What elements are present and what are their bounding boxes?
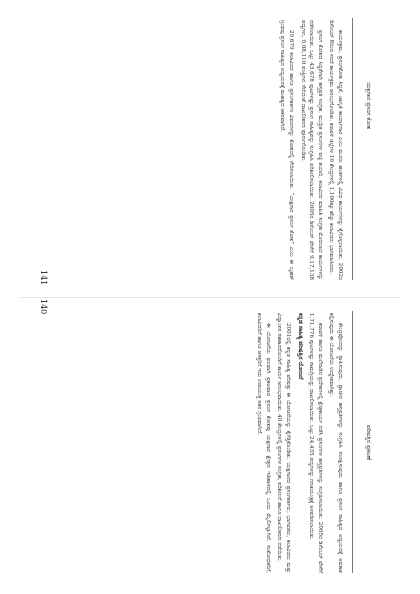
- header-rule: [352, 311, 353, 573]
- page-number: 140: [39, 299, 48, 315]
- page-number: 141: [39, 270, 48, 286]
- paragraph: ಕೇಂದ್ರವೊಂದನ್ನು ಸ್ಥಾಪಿಸುವುದು, ಪ್ರಾಚೀನ ಹಸ್ತಪ್ರತಿಗಳನ್ನು ಸಂಗ್ರಹಿಸಿ ಸಂರಕ್ಷಿಸುವುದು ಹಾಗೂ ಪ್ರಸಂಗ ಸಾಹಿತ್ಯದ ಅಧ್ಯಯನಕ್ಕೆ ಅವಕಾಶ ಕಲ್ಪಿಸುವುದು ಈ ಯೋಜನೆಯ ಉದ್ದೇಶವಾಗಿತ್ತು.: [328, 313, 343, 573]
- page-141-body: [275, 20, 344, 280]
- running-header: ಪರಿಷತ್ತಿನ ಪ್ರಕಟಣೆ: [365, 425, 372, 461]
- paragraph: ಕರಾವಳಿ ಹಾಗೂ ಮಲೆನಾಡಿನ ಪ್ರದೇಶಗಳಲ್ಲಿ ಕ್ಷೇತ್ರಕಾರ್ಯ ನಡೆಸಿ ಪ್ರಸಂಗಗಳ ಹಸ್ತಪ್ರತಿಗಳನ್ನು ಸಂಗ್ರಹಿಸಲಾಯಿತು. 2005ರ ಡಿಸೆಂಬರ್ ವೇಳೆಗೆ 1,71,776 ಪುಟಗಳಷ್ಟು ಸಾಮಗ್ರಿಯನ್ನು ದಾಖಲಿಸಲಾಯಿತು. ಒಟ್ಟು 24,435 ಪದ್ಯಗಳನ್ನು ಗಣಕಯಂತ್ರಕ್ಕೆ ಅಳವಡಿಸಲಾಯಿತು.: [308, 313, 323, 573]
- page-140-body: [252, 313, 344, 573]
- header-rule: [352, 18, 353, 280]
- running-header: ಯಕ್ಷಗಾನ ಪ್ರಸಂಗ ಕೋಶ: [365, 82, 372, 130]
- paragraph: ಪ್ರಸಂಗ ಕೋಶದ ಸಿದ್ಧತೆಗಾಗಿ ಹಸ್ತಪ್ರತಿ ಸಂಗ್ರಹ, ಮುದ್ರಿತ ಪ್ರಸಂಗಗಳ ಪಟ್ಟಿ ತಯಾರಿ, ಕಲಾವಿದರ ಮಾಹಿತಿ ಸಂಗ್ರಹ ಮೊದಲಾದ ಕಾರ್ಯಗಳನ್ನು ನಡೆಸಲಾಯಿತು. ಒಟ್ಟು 43,678 ಪುಟಗಳಷ್ಟು ಪ್ರಸಂಗ ಸಾಹಿತ್ಯವನ್ನು ಸಂಗ್ರಹಿಸಿ ಪರಿಶೀಲಿಸಲಾಯಿತು. 2005ರ ಡಿಸೆಂಬರ್ ವೇಳೆಗೆ 9,17,138 ಪದ್ಯಗಳು, 9,08,110 ಪಂಕ್ತಿಗಳು ಸೇರಿದಂತೆ ದಾಖಲೀಕರಣ ಪೂರ್ಣಗೊಂಡಿತು.: [299, 20, 323, 280]
- paragraph: ಈ ಯೋಜನೆಯ ಫಲವಾಗಿ ಪ್ರಕಟವಾದ ಪ್ರಸಂಗ ಕೋಶವು ಯಕ್ಷಗಾನ ಕ್ಷೇತ್ರದ ಇತಿಹಾಸದಲ್ಲಿ ಒಂದು ಮೈಲಿಗಲ್ಲಾಗಿದೆ. ಸಂಶೋಧಕರಿಗೆ, ಕಲಾವಿದರಿಗೆ ಹಾಗೂ ಆಸಕ್ತರಿಗೆ ಇದು ಉಪಯುಕ್ತ ಆಕರ ಗ್ರಂಥವಾಗಿದೆ.: [256, 313, 271, 573]
- paragraph: 2001ರಲ್ಲಿ ಕನ್ನಡ ಸಾಹಿತ್ಯ ಪರಿಷತ್ತು ಈ ಯೋಜನೆಯನ್ನು ಕೈಗೆತ್ತಿಕೊಂಡಿತು. ಯಕ್ಷಗಾನದ ಪ್ರಸಂಗಕರ್ತರು, ಭಾಗವತರು, ಕಲಾವಿದರು ಮತ್ತು ವಿದ್ವಾಂಸರ ಸಹಕಾರದೊಂದಿಗೆ ಕಾರ್ಯ ಆರಂಭವಾಯಿತು. 40 ಕೇಂದ್ರಗಳಲ್ಲಿ ಪ್ರಸಂಗಗಳ ಸಂಗ್ರಹ, ಪರಿಶೀಲನೆ ಹಾಗೂ ದಾಖಲೀಕರಣ ನಡೆಯಿತು.: [276, 313, 292, 573]
- paragraph: 29,679 ಕಲಾವಿದರ ಹಾಗೂ ಪ್ರಸಂಗಕರ್ತರ ವಿವರಗಳನ್ನು ಕೋಶದಲ್ಲಿ ಸೇರಿಸಲಾಯಿತು. “ಯಕ್ಷಗಾನ ಪ್ರಸಂಗ ಕೋಶ” ಎಂಬ ಈ ಬೃಹತ್ ಗ್ರಂಥವು ಪ್ರಸಂಗ ಸಾಹಿತ್ಯದ ಅಧ್ಯಯನಕ್ಕೆ ಮಹತ್ವದ ಆಕರವಾಗಿದೆ.: [279, 20, 295, 280]
- page-140: [0, 297, 420, 594]
- paragraph: ಕಾರ್ಯಕ್ರಮ, ಪ್ರಸಂಗಕೋಶ ಸಿದ್ಧತೆ, ಜಾಗೃತಿ ಕಾರ್ಯಾಗಾರ ಎಂಬ ಮೂರು ಹಂತಗಳಲ್ಲಿ ವಿವಿಧ ಕಾರ್ಯಗಳನ್ನು ಕೈಗೊಳ್ಳಲಾಯಿತು. 2002ರ ಡಿಸೆಂಬರ್ 8ರಿಂದ ಸರಣಿ ಕಾರ್ಯಕ್ರಮ ಆರಂಭಗೊಂಡಿತು. ಕರಾವಳಿ ಜಿಲ್ಲೆಗಳ 10 ಕೇಂದ್ರಗಳಲ್ಲಿ 1,100ಕ್ಕೂ ಹೆಚ್ಚು ಕಲಾವಿದರು ಭಾಗವಹಿಸಿದರು.: [328, 20, 343, 280]
- section-subheading: ಕನ್ನಡ ಸಾಹಿತ್ಯ ಪರಿಷತ್ತಿನ ಯೋಜನೆ: [296, 313, 304, 380]
